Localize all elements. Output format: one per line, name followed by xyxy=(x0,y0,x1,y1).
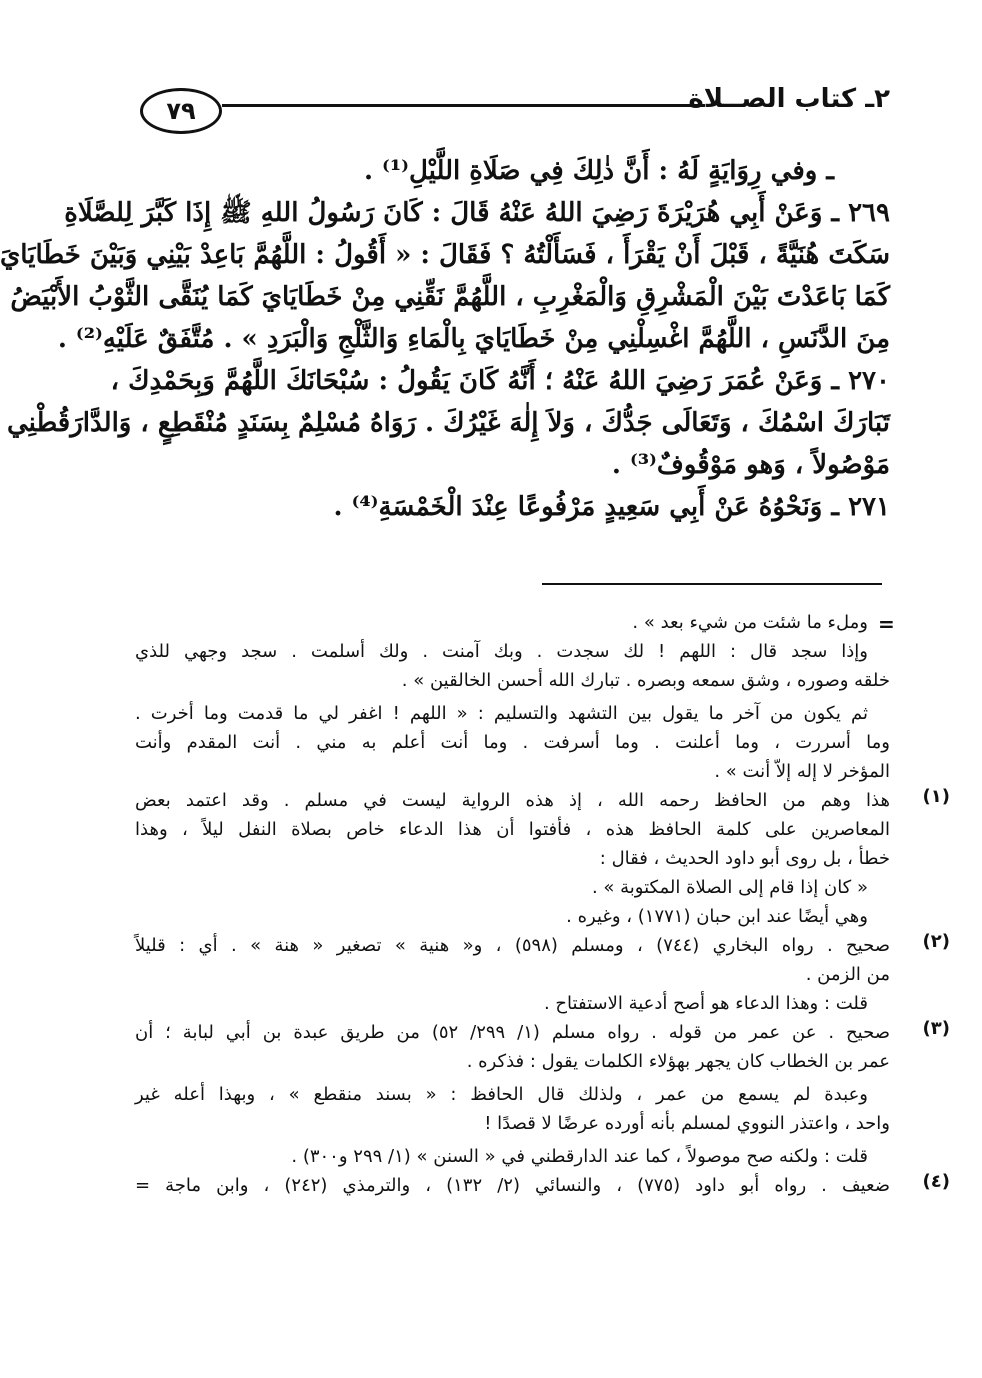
chapter-title: ٢ـ كتاب الصــلاة xyxy=(688,84,890,114)
footnote-4 xyxy=(135,1171,950,1200)
note-line: هذا وهم من الحافظ رحمه الله ، إذ هذه الرواية ليست في مسلم . وقد اعتمد بعض xyxy=(135,790,890,811)
note-line: قلت : ولكنه صح موصولاً ، كما عند الدارقطني في « السنن » (١/ ٢٩٩ و٣٠٠) . xyxy=(291,1146,868,1167)
note-line: خلقه وصوره ، وشق سمعه وبصره . تبارك الله أحسن الخالقين » . xyxy=(401,670,890,691)
text-line: ٢٧١ ـ وَنَحْوُهُ عَنْ أَبِي سَعِيدٍ مَرْفُوعًا عِنْدَ الْخَمْسَةِ⁽⁴⁾ . xyxy=(333,492,890,522)
note-line: وهي أيضًا عند ابن حبان (١٧٧١) ، وغيره . xyxy=(566,906,868,927)
page-number: ٧٩ xyxy=(140,88,222,134)
note-line: وما أسررت ، وما أعلنت . وما أسرفت . وما أنت أعلم به مني . أنت المقدم وأنت xyxy=(135,732,890,753)
continuation-mark: = xyxy=(878,612,895,636)
note-line: ضعيف . رواه أبو داود (٧٧٥) ، والنسائي (٢/ ١٣٢) ، والترمذي (٢٤٢) ، وابن ماجة = xyxy=(135,1175,890,1196)
footnote-label: (٤) xyxy=(922,1171,950,1192)
header-rule xyxy=(222,104,705,107)
note-line: « كان إذا قام إلى الصلاة المكتوبة » . xyxy=(591,877,868,898)
note-line: وإذا سجد قال : اللهم ! لك سجدت . وبك آمنت . ولك أسلمت . سجد وجهي للذي xyxy=(135,641,868,662)
text-line: ٢٧٠ ـ وَعَنْ عُمَرَ رَضِيَ اللهُ عَنْهُ ؛ أَنَّهُ كَانَ يَقُولُ : سُبْحَانَكَ اللَّهُمَّ وَبِحَمْدِكَ ، xyxy=(110,366,890,396)
text-line: ٢٦٩ ـ وَعَنْ أَبِي هُرَيْرَةَ رَضِيَ اللهُ عَنْهُ قَالَ : كَانَ رَسُولُ اللهِ ﷺ إِذَا كَبَّرَ لِلصَّلَاةِ xyxy=(64,198,890,228)
footnote-3 xyxy=(135,1018,950,1171)
note-line: ثم يكون من آخر ما يقول بين التشهد والتسليم : « اللهم ! اغفر لي ما قدمت وما أخرت . xyxy=(135,703,868,724)
footnote-1 xyxy=(135,786,950,931)
note-line: وملء ما شئت من شيء بعد » . xyxy=(632,612,868,633)
note-line: قلت : وهذا الدعاء هو أصح أدعية الاستفتاح . xyxy=(543,993,868,1014)
note-line: صحيح . رواه البخاري (٧٤٤) ، ومسلم (٥٩٨) ، و« هنية » تصغير « هنة » . أي : قليلاً xyxy=(135,935,890,956)
page-header xyxy=(130,80,890,140)
text-line: مَوْصُولاً ، وَهو مَوْقُوفٌ⁽³⁾ . xyxy=(611,450,890,480)
note-line: المؤخر لا إله إلاّ أنت » . xyxy=(714,761,890,782)
text-line: كَمَا بَاعَدْتَ بَيْنَ الْمَشْرِقِ وَالْمَغْرِبِ ، اللَّهُمَّ نَقِّنِي مِنْ خَطَايَايَ كَمَا يُنَقَّى الثَّوْبُ الأَبْيَضُ xyxy=(10,282,890,312)
note-line: واحد ، واعتذر النووي لمسلم بأنه أورده عرضًا لا قصدًا ! xyxy=(484,1113,890,1134)
footnote-label: (٢) xyxy=(922,931,950,952)
note-line: عمر بن الخطاب كان يجهر بهؤلاء الكلمات يقول : فذكره . xyxy=(466,1051,890,1072)
note-line: وعبدة لم يسمع من عمر ، ولذلك قال الحافظ : « بسند منقطع » ، وبهذا أعله غير xyxy=(135,1084,868,1105)
text-line: مِنَ الدَّنَسِ ، اللَّهُمَّ اغْسِلْنِي مِنْ خَطَايَايَ بِالْمَاءِ وَالثَّلْجِ وَالْبَرَدِ » . مُتَّفَقٌ عَلَيْهِ⁽²⁾ . xyxy=(57,324,890,354)
footnote-separator xyxy=(542,583,882,585)
footnotes xyxy=(135,608,950,1200)
note-line: صحيح . عن عمر من قوله . رواه مسلم (١/ ٢٩٩/ ٥٢) من طريق عبدة بن أبي لبابة ؛ أن xyxy=(135,1022,890,1043)
text-line: سَكَتَ هُنَيَّةً ، قَبْلَ أَنْ يَقْرَأَ ، فَسَأَلْتُهُ ؟ فَقَالَ : « أَقُولُ : اللَّهُمَّ بَاعِدْ بَيْنِي وَبَيْنَ خَطَايَايَ xyxy=(0,240,890,270)
note-line: من الزمن . xyxy=(805,964,890,985)
hadith-text xyxy=(0,150,890,528)
note-line: المعاصرين على كلمة الحافظ هذه ، فأفتوا أن هذا الدعاء خاص بصلاة النفل ليلاً ، وهذا xyxy=(135,819,890,840)
note-line: خطأ ، بل روى أبو داود الحديث ، فقال : xyxy=(599,848,890,869)
text-line: تَبَارَكَ اسْمُكَ ، وَتَعَالَى جَدُّكَ ، وَلاَ إِلٰهَ غَيْرُكَ . رَوَاهُ مُسْلِمٌ بِسَنَدٍ مُنْقَطِعٍ ، وَالدَّارَقُطْنِي xyxy=(6,408,890,438)
footnote-label: (٣) xyxy=(922,1018,950,1039)
footnote-2 xyxy=(135,931,950,1018)
footnote-label: (١) xyxy=(922,786,950,807)
text-line: ـ وفي رِوَايَةٍ لَهُ : أَنَّ ذٰلِكَ فِي صَلَاةِ اللَّيْلِ⁽¹⁾ . xyxy=(363,156,834,186)
